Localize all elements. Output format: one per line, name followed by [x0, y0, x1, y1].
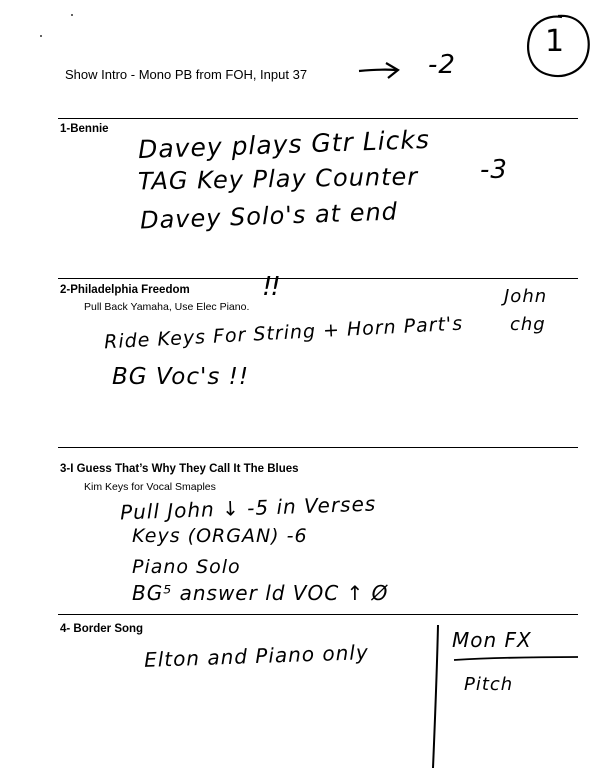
song-2-note-1: Ride Keys For String + Horn Part's	[103, 312, 464, 354]
page-number: 1	[545, 24, 566, 59]
song-4-heading: 4- Border Song	[60, 623, 144, 635]
song-3-note-3: Piano Solo	[132, 556, 241, 578]
song-4-note-1: Elton and Piano only	[143, 640, 370, 672]
mon-fx-title: Mon FX	[452, 628, 532, 652]
song-1-margin-note: -3	[480, 155, 508, 185]
divider	[58, 614, 578, 615]
stray-mark	[40, 35, 42, 37]
song-3-note-2: Keys (ORGAN) -6	[132, 525, 308, 547]
song-1-note-3: Davey Solo's at end	[139, 197, 399, 235]
song-2-typed-note: Pull Back Yamaha, Use Elec Piano.	[84, 301, 250, 313]
mon-fx-note: Pitch	[464, 674, 514, 695]
song-3-note-1: Pull John ↓ -5 in Verses	[119, 491, 377, 525]
song-1-note-1: Davey plays Gtr Licks	[137, 124, 431, 165]
song-3-note-4: BG⁵ answer ld VOC ↑ Ø	[132, 581, 389, 605]
intro-text: Show Intro - Mono PB from FOH, Input 37	[65, 67, 308, 82]
song-2-heading: 2-Philadelphia Freedom	[60, 284, 190, 296]
song-2-margin-note-2: chg	[510, 314, 546, 335]
divider	[58, 447, 578, 448]
song-1-note-2: TAG Key Play Counter	[137, 162, 419, 196]
song-2-emphasis: !!	[262, 272, 279, 302]
stray-mark	[71, 14, 73, 16]
arrow-right-icon	[356, 58, 406, 84]
intro-note: -2	[428, 50, 456, 80]
divider	[58, 278, 578, 279]
song-1-heading: 1-Bennie	[60, 123, 109, 135]
divider	[58, 118, 578, 119]
song-3-heading: 3-I Guess That’s Why They Call It The Blues	[60, 463, 299, 475]
song-2-note-2: BG Voc's !!	[112, 364, 250, 390]
song-2-margin-note-1: John	[504, 286, 548, 307]
song-3-typed-note: Kim Keys for Vocal Smaples	[84, 481, 216, 493]
